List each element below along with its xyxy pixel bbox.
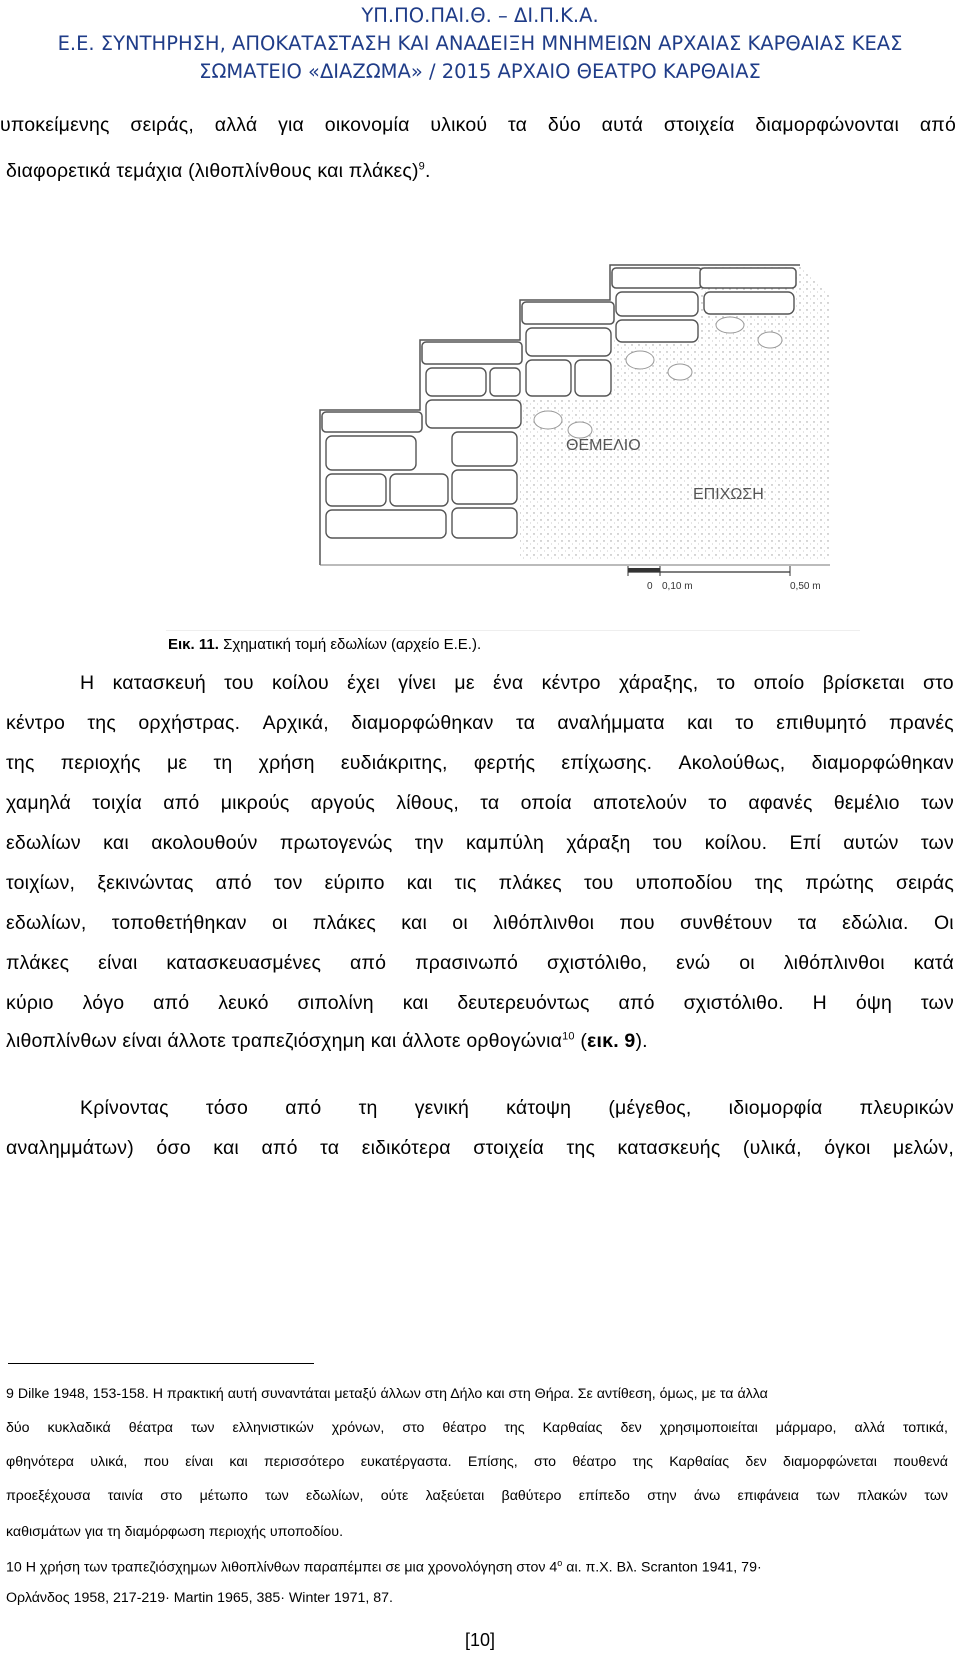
paragraph-1-word: ξεκινώντας xyxy=(97,872,194,894)
footnote-ref-10[interactable]: 10 xyxy=(562,1030,575,1043)
paragraph-2-word: Κρίνοντας xyxy=(80,1097,169,1119)
paragraph-1-word: μικρούς xyxy=(220,792,290,814)
footnote-9-word: της xyxy=(632,1454,653,1470)
paragraph-1-line-2 xyxy=(6,712,954,735)
paragraph-1-word: Οι xyxy=(933,912,954,934)
footnote-9-line-4 xyxy=(6,1488,948,1504)
paragraph-1-word: λίθους, xyxy=(396,792,459,814)
paragraph-1-word: ορχήστρας. xyxy=(138,712,241,734)
paragraph-1-line-4 xyxy=(6,792,954,815)
paragraph-1-word: της xyxy=(754,872,784,894)
paragraph-1-word: τοιχίων, xyxy=(6,872,76,894)
paragraph-1-word: το xyxy=(716,672,736,694)
paragraph-1-word: Αρχικά, xyxy=(262,712,329,734)
paragraph-1-word: τα xyxy=(480,792,500,814)
paragraph-1-word: δευτερευόντως xyxy=(457,992,590,1014)
paragraph-1-word: εδώλια. xyxy=(842,912,909,934)
footnote-9-word: δεν xyxy=(620,1420,642,1436)
paragraph-1-word: τη xyxy=(213,752,233,774)
paragraph-2-word: τη xyxy=(358,1097,378,1119)
figure-rule xyxy=(166,630,860,631)
paragraph-1-line-9 xyxy=(6,992,954,1015)
paragraph-1-word: από xyxy=(215,872,252,894)
paragraph-1-word: πλάκες xyxy=(498,872,562,894)
paragraph-2-word: αναλημμάτων) xyxy=(6,1137,134,1159)
paragraph-2-word: από xyxy=(285,1097,322,1119)
paragraph-1-word: κοίλου xyxy=(272,672,329,694)
footnote-9-word: στην xyxy=(647,1488,677,1504)
paragraph-1-word: επιθυμητό xyxy=(776,712,867,734)
intro-line-1-text: υποκείμενης σειράς, αλλά για οικονομία υλικού τα δύο αυτά στοιχεία διαμορφώνονται από xyxy=(0,114,956,136)
p1-last-close: ). xyxy=(635,1030,648,1052)
footnote-9-word: χρόνων, xyxy=(331,1420,385,1436)
paragraph-1-line-1 xyxy=(80,672,954,695)
paragraph-1-word: λιθόπλινθοι xyxy=(493,912,595,934)
paragraph-1-word: υποποδίου xyxy=(635,872,733,894)
footnote-9-word: που xyxy=(143,1454,169,1470)
page-number: [10] xyxy=(464,1630,496,1650)
paragraph-1-word: Επί xyxy=(789,832,821,854)
footnote-9-word: είναι xyxy=(185,1454,214,1470)
paragraph-1-word: από xyxy=(153,992,190,1014)
paragraph-1-word: τον xyxy=(273,872,303,894)
paragraph-1-word: οι xyxy=(271,912,288,934)
figure-ref-9[interactable]: εικ. 9 xyxy=(587,1030,636,1052)
figure-section-drawing xyxy=(0,0,960,660)
paragraph-1-word: τοποθετήθηκαν xyxy=(111,912,247,934)
paragraph-2-word: κατασκευής xyxy=(617,1137,721,1159)
paragraph-1-word: των xyxy=(920,832,954,854)
paragraph-2-word: στοιχεία xyxy=(473,1137,545,1159)
paragraph-1-word: πρασινωπό xyxy=(415,952,519,974)
header-line-3: ΣΩΜΑΤΕΙΟ «ΔΙΑΖΩΜΑ» / 2015 ΑΡΧΑΙΟ ΘΕΑΤΡΟ ΚΑΡΘΑΙΑΣ xyxy=(199,60,761,83)
paragraph-1-word: λόγο xyxy=(82,992,125,1014)
paragraph-1-word: αποτελούν xyxy=(593,792,688,814)
paragraph-1-word: του xyxy=(583,872,614,894)
figure-caption xyxy=(168,636,481,653)
footnote-9-word: των xyxy=(190,1420,215,1436)
paragraph-1-word: τις xyxy=(454,872,477,894)
paragraph-2-word: ιδιομορφία xyxy=(728,1097,823,1119)
label-foundation: ΘΕΜΕΛΙΟ xyxy=(566,437,641,454)
paragraph-1-word: γίνει xyxy=(398,672,437,694)
paragraph-1-word: όψη xyxy=(855,992,893,1014)
paragraph-1-word: στο xyxy=(922,672,954,694)
paragraph-1-word: Η xyxy=(812,992,827,1014)
footnote-10-text-b: αι. π.Χ. Βλ. Scranton 1941, 79· xyxy=(562,1559,762,1576)
footnote-9-word: ούτε xyxy=(380,1488,409,1504)
paragraph-1-word: από xyxy=(163,792,200,814)
paragraph-2-line-2 xyxy=(6,1137,954,1160)
scale-label-010: 0,10 m xyxy=(662,581,693,592)
footnote-9-word: τοπικά, xyxy=(902,1420,948,1436)
footnote-9-number: 9 xyxy=(6,1386,14,1402)
paragraph-1-word: χάραξης, xyxy=(619,672,699,694)
footnote-9-word: κυκλαδικά xyxy=(47,1420,111,1436)
label-fill: ΕΠΙΧΩΣΗ xyxy=(693,486,764,503)
paragraph-2-word: τόσο xyxy=(205,1097,249,1119)
paragraph-2-word: (υλικά, xyxy=(742,1137,802,1159)
footnote-9-word: επιφάνεια xyxy=(737,1488,799,1504)
paragraph-1-line-6 xyxy=(6,872,954,895)
paragraph-1-word: σειράς xyxy=(895,872,954,894)
paragraph-1-word: χάραξη xyxy=(566,832,631,854)
section-drawing xyxy=(0,0,960,660)
footnote-9-word: επίπεδο xyxy=(578,1488,630,1504)
paragraph-2-word: της xyxy=(566,1137,596,1159)
paragraph-1-word: και xyxy=(402,992,429,1014)
paragraph-1-word: σιπολίνη xyxy=(297,992,374,1014)
footnote-9-word: Επίσης, xyxy=(467,1454,518,1470)
paragraph-1-word: του xyxy=(224,672,254,694)
footnote-9-line-1 xyxy=(6,1386,956,1402)
footnote-9-word: αλλά xyxy=(854,1420,885,1436)
paragraph-1-word: ενώ xyxy=(676,952,711,974)
paragraph-1-word: τοιχία xyxy=(92,792,142,814)
paragraph-2-word: κάτοψη xyxy=(506,1097,572,1119)
paragraph-1-word: αφανές xyxy=(748,792,813,814)
footnote-9-word: χρησιμοποιείται xyxy=(659,1420,758,1436)
paragraph-1-word: κατασκευή xyxy=(112,672,206,694)
paragraph-2-word: όγκοι xyxy=(824,1137,871,1159)
footnote-9-word: των xyxy=(816,1488,840,1504)
scale-label-050: 0,50 m xyxy=(790,581,821,592)
paragraph-1-word: οι xyxy=(739,952,755,974)
intro-line-2-end: . xyxy=(424,160,431,182)
footnote-9-last-line xyxy=(6,1524,956,1540)
paragraph-1-word: εύριπο xyxy=(324,872,385,894)
paragraph-1-word: αυτών xyxy=(843,832,899,854)
paragraph-1-word: είναι xyxy=(98,952,138,974)
footnote-9-word: εδωλίων, xyxy=(306,1488,364,1504)
footnote-9-text-last: καθισμάτων για τη διαμόρφωση περιοχής υποποδίου. xyxy=(6,1524,344,1540)
paragraph-1-word: θεμέλιο xyxy=(833,792,900,814)
footnote-9-word: Καρθαίας xyxy=(542,1420,603,1436)
paragraph-1-word: τα xyxy=(797,912,817,934)
paragraph-1-word: επίχωσης. xyxy=(561,752,653,774)
paragraph-1-last-line xyxy=(6,1030,960,1053)
paragraph-1-word: την xyxy=(414,832,444,854)
p1-last-open: ( xyxy=(574,1030,588,1052)
paragraph-1-word: κατά xyxy=(913,952,954,974)
paragraph-1-line-3 xyxy=(6,752,954,775)
scale-bar xyxy=(628,566,790,576)
paragraph-1-word: λιθόπλινθοι xyxy=(783,952,885,974)
paragraph-1-line-8 xyxy=(6,952,954,975)
paragraph-1-word: περιοχής xyxy=(60,752,141,774)
footnote-9-word: άνω xyxy=(693,1488,721,1504)
footnote-9-word: και xyxy=(229,1454,248,1470)
caption-label: Εικ. 11. xyxy=(168,636,219,653)
footnote-10-line-2 xyxy=(6,1590,956,1606)
scale-label-0: 0 xyxy=(647,581,653,592)
footnote-9-word: στο xyxy=(402,1420,425,1436)
paragraph-1-word: που xyxy=(619,912,655,934)
footnote-9-word: Καρθαίας xyxy=(669,1454,730,1470)
paragraph-1-word: Ακολούθως, xyxy=(678,752,786,774)
paragraph-1-word: πλάκες xyxy=(312,912,377,934)
paragraph-1-word: Η xyxy=(80,672,95,694)
footnote-10-line-1 xyxy=(6,1558,956,1576)
paragraph-1-word: με xyxy=(454,672,475,694)
paragraph-1-word: βρίσκεται xyxy=(822,672,905,694)
paragraph-1-word: οι xyxy=(452,912,468,934)
paragraph-1-word: από xyxy=(618,992,655,1014)
paragraph-1-word: ένα xyxy=(493,672,524,694)
paragraph-2-word: όσο xyxy=(156,1137,191,1159)
paragraph-2-word: και xyxy=(213,1137,239,1159)
footnote-9-line-3 xyxy=(6,1454,948,1470)
paragraph-1-word: ευδιάκριτης, xyxy=(340,752,448,774)
paragraph-1-word: πρανές xyxy=(889,712,954,734)
paragraph-1-word: των xyxy=(920,792,954,814)
paragraph-1-word: οποίο xyxy=(753,672,805,694)
paragraph-2-line-1 xyxy=(80,1097,954,1120)
paragraph-1-line-7 xyxy=(6,912,954,935)
footnote-9-word: διαμορφώνεται xyxy=(783,1454,877,1470)
paragraph-1-word: έχει xyxy=(347,672,380,694)
caption-text: Σχηματική τομή εδωλίων (αρχείο Ε.Ε.). xyxy=(218,636,482,653)
paragraph-1-word: κέντρο xyxy=(6,712,66,734)
paragraph-1-word: της xyxy=(87,712,116,734)
paragraph-1-word: αναλήμματα xyxy=(557,712,665,734)
paragraph-1-word: διαμορφώθηκαν xyxy=(351,712,494,734)
paragraph-1-word: των xyxy=(920,992,954,1014)
paragraph-1-word: το xyxy=(708,792,728,814)
paragraph-2-word: (μέγεθος, xyxy=(608,1097,692,1119)
paragraph-1-word: διαμορφώθηκαν xyxy=(811,752,954,774)
footnote-10-number: 10 xyxy=(6,1559,22,1576)
paragraph-1-word: ακολουθούν xyxy=(151,832,258,854)
paragraph-1-word: της xyxy=(6,752,35,774)
paragraph-1-word: συνθέτουν xyxy=(679,912,773,934)
paragraph-2-word: τα xyxy=(320,1137,340,1159)
footnote-9-word: μέτωπο xyxy=(199,1488,248,1504)
paragraph-1-word: οποία xyxy=(520,792,572,814)
paragraph-1-word: με xyxy=(166,752,188,774)
footnote-9-word: στο xyxy=(160,1488,183,1504)
paragraph-1-word: από xyxy=(350,952,387,974)
paragraph-1-word: του xyxy=(652,832,683,854)
footnote-9-word: βαθύτερο xyxy=(501,1488,562,1504)
paragraph-1-word: και xyxy=(103,832,129,854)
footnote-9-word: θέατρα xyxy=(128,1420,173,1436)
paragraph-1-word: και xyxy=(401,912,428,934)
paragraph-1-word: πρωτογενώς xyxy=(279,832,393,854)
intro-line-2-text: διαφορετικά τεμάχια (λιθοπλίνθους και πλάκες) xyxy=(6,160,419,182)
footnote-9-word: πλακών xyxy=(857,1488,908,1504)
footnote-9-word: δεν xyxy=(745,1454,767,1470)
footnote-10-text-2: Ορλάνδος 1958, 217-219· Martin 1965, 385· Winter 1971, 87. xyxy=(6,1590,393,1606)
paragraph-1-word: κέντρο xyxy=(541,672,601,694)
paragraph-1-word: αργούς xyxy=(310,792,375,814)
p1-last-text: λιθοπλίνθων είναι άλλοτε τραπεζιόσχημη και άλλοτε ορθογώνια xyxy=(6,1030,563,1052)
paragraph-1-word: καμπύλη xyxy=(465,832,545,854)
footnote-9-word: πουθενά xyxy=(893,1454,948,1470)
footnote-9-word: των xyxy=(265,1488,289,1504)
footnote-separator xyxy=(8,1363,314,1364)
paragraph-2-word: ειδικότερα xyxy=(361,1137,451,1159)
footnote-10-sup: ο xyxy=(557,1558,563,1568)
paragraph-1-word: τα xyxy=(515,712,536,734)
paragraph-1-word: πρώτης xyxy=(805,872,874,894)
footnote-9-word: στο xyxy=(533,1454,557,1470)
footnote-9-word: φθηνότερα xyxy=(6,1454,74,1470)
footnote-9-word: υλικά, xyxy=(90,1454,128,1470)
paragraph-2-word: γενική xyxy=(414,1097,470,1119)
paragraph-2-word: μελών, xyxy=(893,1137,954,1159)
footnote-9-word: μάρμαρο, xyxy=(775,1420,837,1436)
footnote-9-word: λαξεύεται xyxy=(425,1488,485,1504)
footnote-9-word: προεξέχουσα xyxy=(6,1488,91,1504)
paragraph-1-word: χρήση xyxy=(258,752,315,774)
paragraph-1-word: σχιστόλιθο, xyxy=(546,952,648,974)
paragraph-1-word: και xyxy=(406,872,433,894)
paragraph-1-word: χαμηλά xyxy=(6,792,71,814)
footnote-9-word: θέατρο xyxy=(572,1454,617,1470)
paragraph-1-word: φερτής xyxy=(473,752,536,774)
footnote-9-word: περισσότερο xyxy=(264,1454,345,1470)
paragraph-1-word: και xyxy=(687,712,713,734)
paragraph-1-word: λευκό xyxy=(218,992,269,1014)
footnote-9-line-2 xyxy=(6,1420,948,1436)
footnote-9-text-1: Dilke 1948, 153-158. Η πρακτική αυτή συναντάται μεταξύ άλλων στη Δήλο και στη Θήρα. Σε αντίθεση, όμως, με τα άλλα xyxy=(13,1386,768,1402)
paragraph-1-line-5 xyxy=(6,832,954,855)
header-line-2: Ε.Ε. ΣΥΝΤΗΡΗΣΗ, ΑΠΟΚΑΤΑΣΤΑΣΗ ΚΑΙ ΑΝΑΔΕΙΞΗ ΜΝΗΜΕΙΩΝ ΑΡΧΑΙΑΣ ΚΑΡΘΑΙΑΣ ΚΕΑΣ xyxy=(57,32,903,55)
footnote-10-text-a: Η χρήση των τραπεζιόσχημων λιθοπλίνθων παραπέμπει σε μια χρονολόγηση στον 4 xyxy=(21,1559,558,1576)
header-line-1: ΥΠ.ΠΟ.ΠΑΙ.Θ. – ΔΙ.Π.Κ.Α. xyxy=(361,4,599,27)
paragraph-1-word: σχιστόλιθο. xyxy=(683,992,784,1014)
paragraph-2-word: πλευρικών xyxy=(859,1097,954,1119)
paragraph-1-word: το xyxy=(735,712,754,734)
footnote-9-word: ευκατέργαστα. xyxy=(360,1454,452,1470)
footnote-ref-9[interactable]: 9 xyxy=(418,160,425,173)
paragraph-1-word: εδωλίων, xyxy=(6,912,87,934)
footnote-9-word: ελληνιστικών xyxy=(232,1420,314,1436)
footnote-9-word: θέατρο xyxy=(442,1420,487,1436)
paragraph-1-word: κατασκευασμένες xyxy=(166,952,322,974)
paragraph-1-word: κύριο xyxy=(6,992,54,1014)
footnote-9-word: των xyxy=(924,1488,948,1504)
paragraph-1-word: κοίλου. xyxy=(704,832,768,854)
paragraph-1-word: εδωλίων xyxy=(6,832,81,854)
paragraph-2-word: από xyxy=(261,1137,298,1159)
footnote-9-word: της xyxy=(504,1420,525,1436)
footnote-9-word: ταινία xyxy=(107,1488,143,1504)
footnote-9-word: δύο xyxy=(6,1420,30,1436)
paragraph-1-word: πλάκες xyxy=(6,952,70,974)
